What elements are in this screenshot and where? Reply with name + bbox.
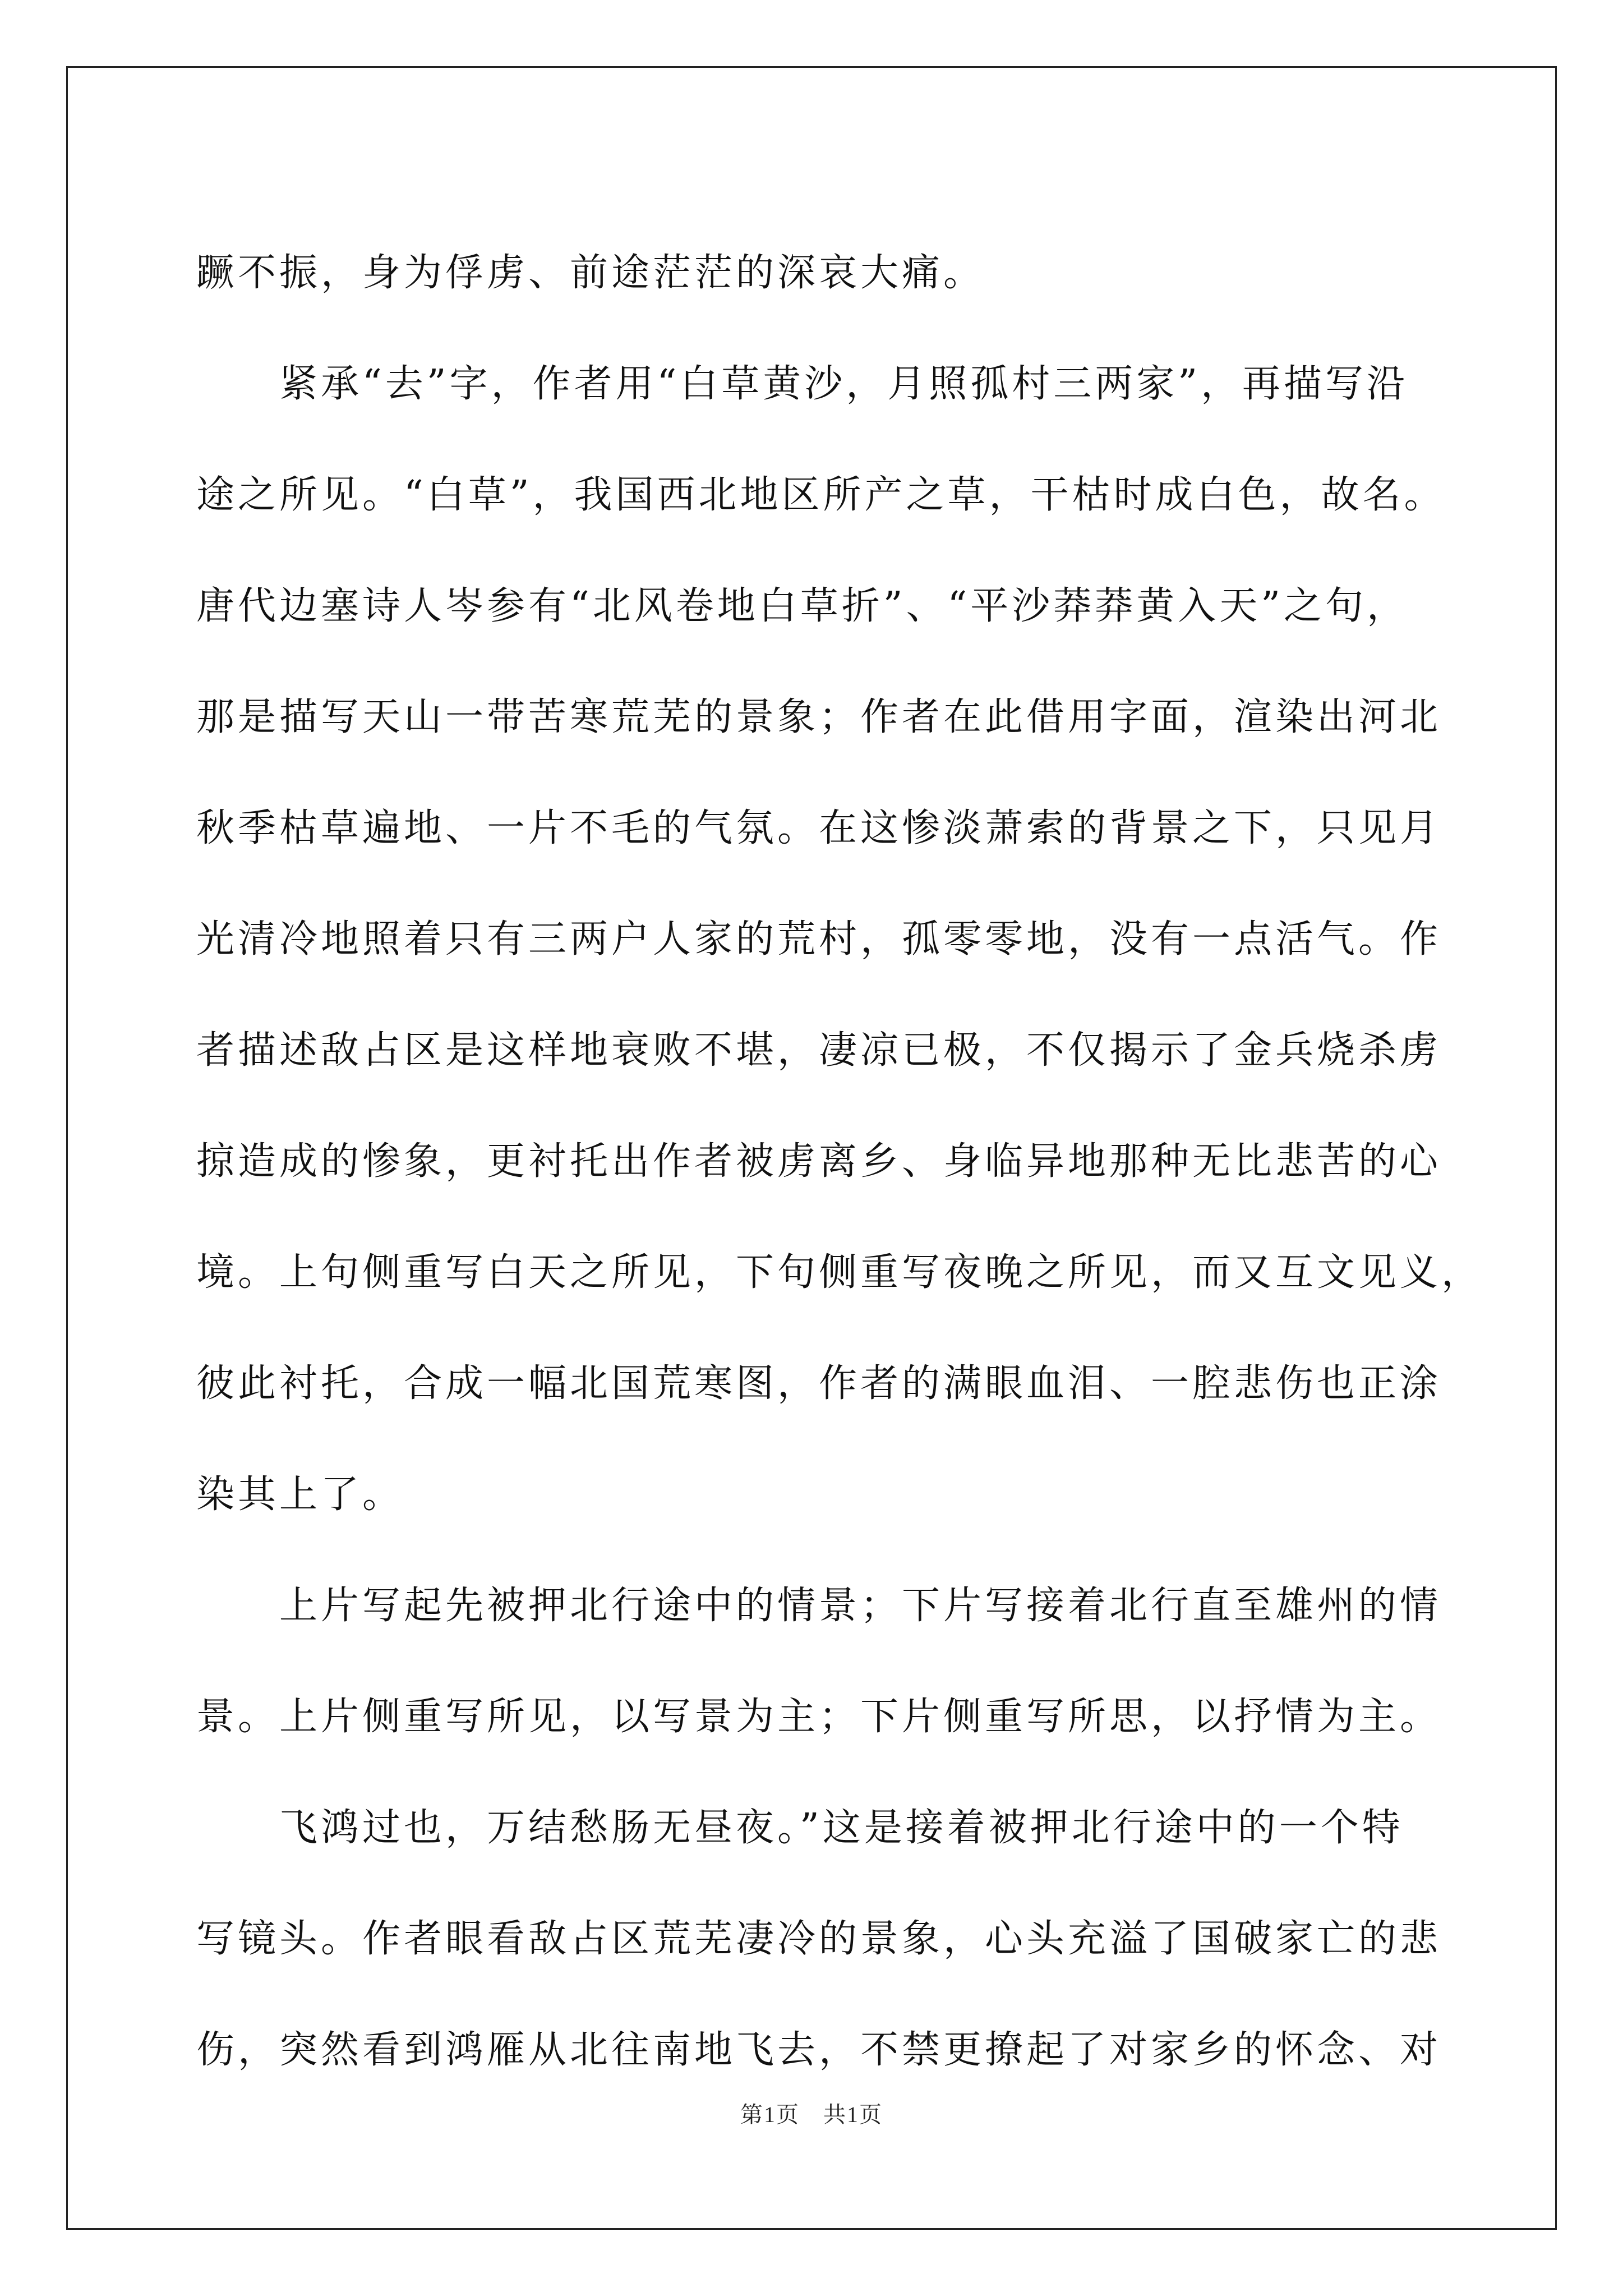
- text-line-1: 蹶不振，身为俘虏、前途茫茫的深哀大痛。: [196, 251, 985, 295]
- text-line-2: 紧承“去”字，作者用“白草黄沙，月照孤村三两家”，再描写沿: [196, 362, 1409, 406]
- text-line-11: 彼此衬托，合成一幅北国荒寒图，作者的满眼血泪、一腔悲伤也正涂: [196, 1361, 1442, 1406]
- text-line-3: 途之所见。“白草”，我国西北地区所产之草，干枯时成白色，故名。: [196, 473, 1446, 517]
- text-line-9: 掠造成的惨象，更衬托出作者被虏离乡、身临异地那种无比悲苦的心: [196, 1139, 1442, 1184]
- page-footer: 第1页 共1页: [740, 2102, 883, 2127]
- text-line-14: 景。上片侧重写所见，以写景为主；下片侧重写所思，以抒情为主。: [196, 1695, 1442, 1739]
- text-line-5: 那是描写天山一带苦寒荒芜的景象；作者在此借用字面，渲染出河北: [196, 695, 1442, 739]
- text-line-6: 秋季枯草遍地、一片不毛的气氛。在这惨淡萧索的背景之下，只见月: [196, 806, 1442, 850]
- document-body: [196, 218, 1483, 2106]
- text-line-8: 者描述敌占区是这样地衰败不堪，凄凉已极，不仅揭示了金兵烧杀虏: [196, 1028, 1442, 1073]
- text-line-16: 写镜头。作者眼看敌占区荒芜凄冷的景象，心头充溢了国破家亡的悲: [196, 1917, 1442, 1961]
- text-line-4: 唐代边塞诗人岑参有“北风卷地白草折”、“平沙莽莽黄入天”之句，: [196, 584, 1409, 628]
- text-line-12: 染其上了。: [196, 1473, 404, 1517]
- text-line-13: 上片写起先被押北行途中的情景；下片写接着北行直至雄州的情: [196, 1584, 1442, 1628]
- text-line-7: 光清冷地照着只有三两户人家的荒村，孤零零地，没有一点活气。作: [196, 917, 1442, 961]
- text-line-15: 飞鸿过也，万结愁肠无昼夜。”这是接着被押北行途中的一个特: [196, 1806, 1404, 1850]
- text-line-10: 境。上句侧重写白天之所见，下句侧重写夜晚之所见，而又互文见义，: [196, 1250, 1483, 1295]
- text-line-17: 伤，突然看到鸿雁从北往南地飞去，不禁更撩起了对家乡的怀念、对: [196, 2028, 1442, 2072]
